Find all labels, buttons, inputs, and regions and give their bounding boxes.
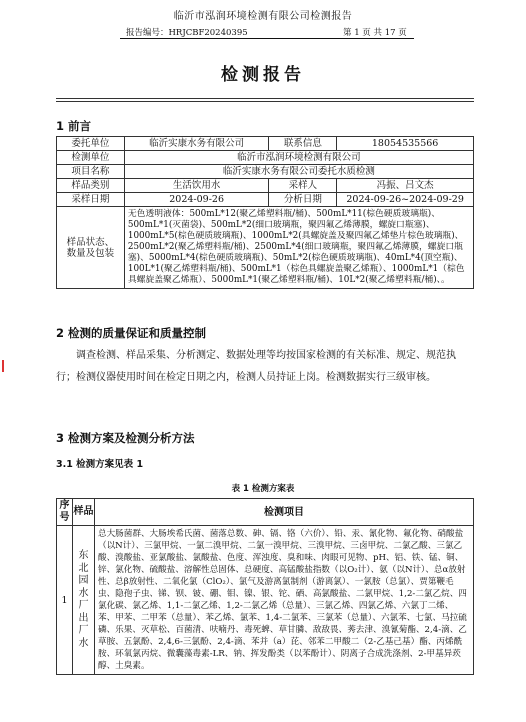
lab-value: 临沂市泓润环境检测有限公司: [124, 151, 473, 165]
header-org: 临沂市泓润环境检测有限公司检测报告: [173, 11, 353, 22]
quality-control-paragraph: 调查检测、样品采集、分析测定、数据处理等均按国家检测的有关标准、规定、规范执行；检测仪器使用时间在检定日期之内，检测人员持证上岗。检测数据实行三级审核。: [56, 350, 456, 383]
col-header-sample: 样品: [72, 499, 94, 526]
sampler-value: 冯振、吕文杰: [337, 179, 474, 193]
sample-type-value: 生活饮用水: [124, 179, 269, 193]
table-row: [57, 151, 474, 165]
table1-caption: 表 1 检测方案表: [231, 484, 295, 494]
col-header-items: 检测项目: [94, 499, 473, 526]
table-row: [57, 526, 474, 675]
title-rule-top: [56, 98, 474, 99]
project-label: 项目名称: [57, 165, 125, 179]
row-items: 总大肠菌群、大肠埃希氏菌、菌落总数、砷、镉、铬（六价）、铅、汞、氰化物、氟化物、硝酸盐（以N计）、三氯甲烷、一氯二溴甲烷、二氯一溴甲烷、三溴甲烷、三卤甲烷、二氯乙酸、三氯乙酸、溴酸盐、亚氯酸盐、氯酸盐、色度、浑浊度、臭和味、肉眼可见物、pH、铝、铁、锰、铜、锌、氯化物、硫酸盐、溶解性总固体、总硬度、高锰酸盐指数（以O₂计）、氨（以N计）、总α放射性、总β放射性、二氧化氯（ClO₂）、氯气及游离氯制剂（游离氯）、一氯胺（总氯）、贾第鞭毛虫、隐孢子虫、锑、钡、铍、硼、钼、镍、银、铊、硒、高氯酸盐、二氯甲烷、1,2-二氯乙烷、四氯化碳、氯乙烯、1,1-二氯乙烯、1,2-二氯乙烯（总量）、三氯乙烯、四氯乙烯、六氯丁二烯、苯、甲苯、二甲苯（总量）、苯乙烯、氯苯、1,4-二氯苯、三氯苯（总量）、六氯苯、七氯、马拉硫磷、乐果、灭草松、百菌清、呋喃丹、毒死蜱、草甘膦、敌敌畏、莠去津、溴氰菊酯、2,4-滴、乙草胺、五氯酚、2,4,6-三氯酚、2,4-滴、苯并（a）芘、邻苯二甲酸二（2-乙基己基）酯、丙烯酰胺、环氧氯丙烷、微囊藻毒素-LR、钠、挥发酚类（以苯酚计）、阴离子合成洗涤剂、2-甲基异莰醇、土臭素。: [94, 526, 473, 675]
header-divider: [120, 38, 414, 39]
sampling-date-label: 采样日期: [57, 193, 125, 207]
sample-type-label: 样品类别: [57, 179, 125, 193]
analysis-date-value: 2024-09-26~2024-09-29: [337, 193, 474, 207]
project-value: 临沂实康水务有限公司委托水质检测: [124, 165, 473, 179]
table-row: [57, 179, 474, 193]
report-number: 报告编号：HRJCBF20240395: [126, 28, 248, 38]
row-no: 1: [57, 526, 73, 675]
section3-1-heading: 3.1 检测方案见表 1: [56, 459, 144, 470]
table-header-row: [57, 499, 474, 526]
section2-heading: 2 检测的质量保证和质量控制: [56, 326, 207, 340]
table-row: [57, 165, 474, 179]
sample-state-value: 无色透明液体：500mL*12(聚乙烯塑料瓶/桶)、500mL*11(棕色硬质玻璃瓶)、500mL*1(灭菌袋)、500mL*2(细口玻璃瓶，聚四氟乙烯薄膜，螺旋口瓶塞)、1000mL*5(棕色硬质玻璃瓶)、1000mL*2(具螺旋盖及聚四氟乙烯垫片棕色玻璃瓶)、2500mL*2(聚乙烯塑料瓶/桶)、2500mL*4(细口玻璃瓶，聚四氟乙烯薄膜，螺旋口瓶塞)、5000mL*4(棕色硬质玻璃瓶)、50mL*2(棕色硬质玻璃瓶)、40mL*4(顶空瓶)、100L*1(聚乙烯塑料瓶/桶)、500mL*1（棕色具螺旋盖聚乙烯瓶）、1000mL*1（棕色具螺旋盖聚乙烯瓶）、5000mL*1(聚乙烯塑料瓶/桶)、10L*2(聚乙烯塑料瓶/桶)、。: [124, 207, 473, 289]
margin-marker: [2, 360, 4, 372]
row-sample: 东北园水厂出厂水: [72, 526, 94, 675]
section3-heading: 3 检测方案及检测分析方法: [56, 431, 195, 445]
table-row: [57, 207, 474, 289]
contact-label: 联系信息: [269, 137, 337, 151]
document-title: 检测报告: [221, 65, 305, 85]
plan-table: [56, 498, 474, 675]
basic-info-table: [56, 136, 474, 289]
quality-control-text: [56, 345, 474, 389]
lab-label: 检测单位: [57, 151, 125, 165]
table-row: [57, 193, 474, 207]
title-rule-bottom: [56, 101, 474, 102]
table-row: [57, 137, 474, 151]
client-label: 委托单位: [57, 137, 125, 151]
section1-heading: 1 前言: [56, 119, 92, 133]
page-indicator: 第 1 页 共 17 页: [343, 28, 407, 38]
sample-state-label: 样品状态、数量及包装: [57, 207, 125, 289]
client-value: 临沂实康水务有限公司: [124, 137, 269, 151]
analysis-date-label: 分析日期: [269, 193, 337, 207]
sampler-label: 采样人: [269, 179, 337, 193]
contact-value: 18054535566: [337, 137, 474, 151]
col-header-no: 序号: [57, 499, 73, 526]
sampling-date-value: 2024-09-26: [124, 193, 269, 207]
